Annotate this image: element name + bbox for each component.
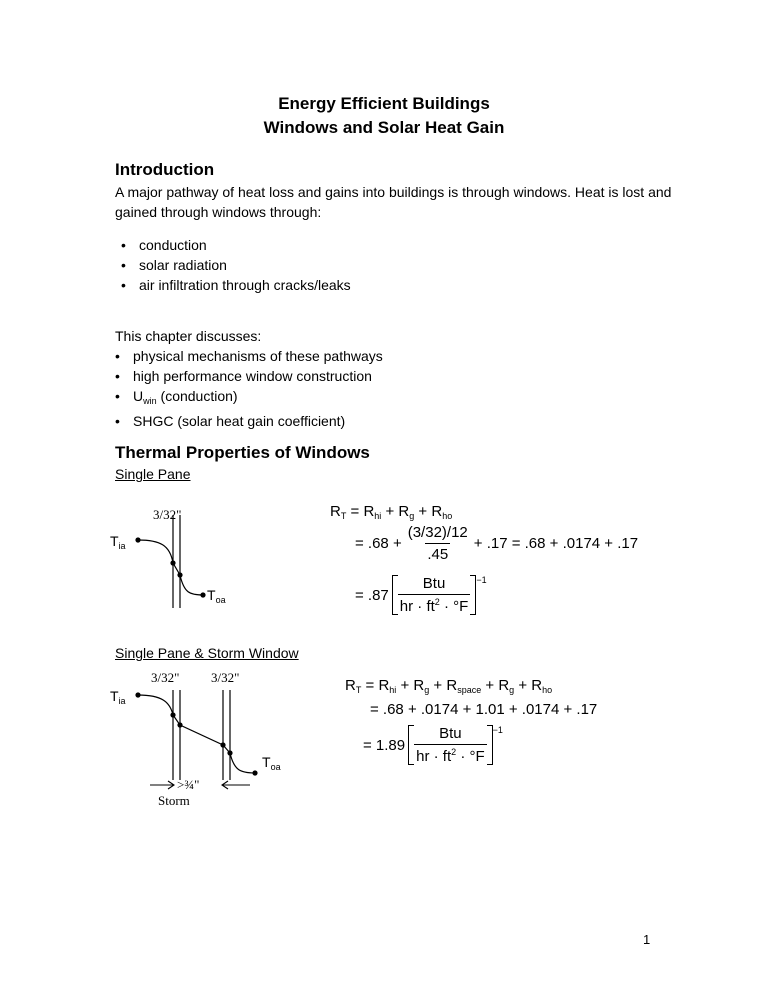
point	[227, 750, 232, 755]
storm-eq-3: = 1.89 $\frac{\text{Btu}}{hr \cdot ft^2 \cdot ^\circ F}$ $^{-1}$	[363, 725, 503, 765]
storm-caption: Storm	[158, 793, 190, 808]
list-item: • conduction	[115, 235, 615, 255]
single-pane-label: Single Pane	[115, 466, 191, 482]
outer-surface-point	[177, 572, 182, 577]
list-item: • high performance window construction	[109, 366, 609, 386]
storm-eq-1: $R_T = R_{hi} + R_g + R_{space} + R_g + R_{ho}$	[345, 677, 553, 695]
title-line-2: Windows and Solar Heat Gain	[263, 118, 505, 137]
thermal-heading: Thermal Properties of Windows	[115, 443, 370, 462]
chapter-topics-list	[109, 346, 609, 431]
list-item: • SHGC (solar heat gain coefficient)	[109, 411, 609, 431]
storm-window-label: Single Pane & Storm Window	[115, 645, 299, 661]
t-inside-label: $T_{ia}$	[110, 533, 126, 551]
temperature-profile	[138, 540, 203, 595]
point	[170, 712, 175, 717]
title-line-1: Energy Efficient Buildings	[278, 94, 490, 113]
introduction-heading: Introduction	[115, 160, 215, 179]
single-pane-eq-1: $R_T = R_{hi} + R_g + R_{ho}$	[330, 503, 453, 521]
point	[220, 742, 225, 747]
list-item: • physical mechanisms of these pathways	[109, 346, 609, 366]
pane1-thickness-label: 3/32"	[151, 670, 180, 685]
point	[177, 722, 182, 727]
t-outside-label: $T_{oa}$	[207, 587, 226, 605]
t-inside-label: $T_{ia}$	[110, 688, 126, 706]
outside-temp-point	[200, 592, 205, 597]
temperature-profile	[138, 695, 255, 773]
single-pane-eq-3: = .87 $\frac{\text{Btu}}{hr \cdot ft^2 \cdot ^\circ F}$ $^{-1}$	[355, 575, 487, 615]
storm-window-diagram	[110, 680, 330, 800]
t-outside-label: $T_{oa}$	[262, 754, 281, 772]
chapter-intro: This chapter discusses:	[115, 328, 262, 344]
air-gap-label: >¾"	[177, 777, 200, 792]
single-pane-eq-2: = .68 + $\frac{(3/32)/12}{.45}$ + .17 = .68 + .0174 + .17	[355, 524, 639, 563]
pane2-thickness-label: 3/32"	[211, 670, 240, 685]
glass-thickness-label: 3/32"	[153, 507, 182, 522]
inner-surface-point	[170, 560, 175, 565]
list-item: • air infiltration through cracks/leaks	[115, 275, 615, 295]
outside-temp-point	[252, 770, 257, 775]
list-item: • $U_{win}$ (conduction)	[109, 386, 609, 411]
page-number: 1	[643, 932, 651, 947]
storm-eq-2: = .68 + .0174 + 1.01 + .0174 + .17	[370, 701, 598, 718]
pathway-list	[115, 235, 615, 295]
intro-paragraph: A major pathway of heat loss and gains into buildings is through windows. Heat is lost and gained through windows through:	[115, 184, 672, 220]
list-item: • solar radiation	[115, 255, 615, 275]
